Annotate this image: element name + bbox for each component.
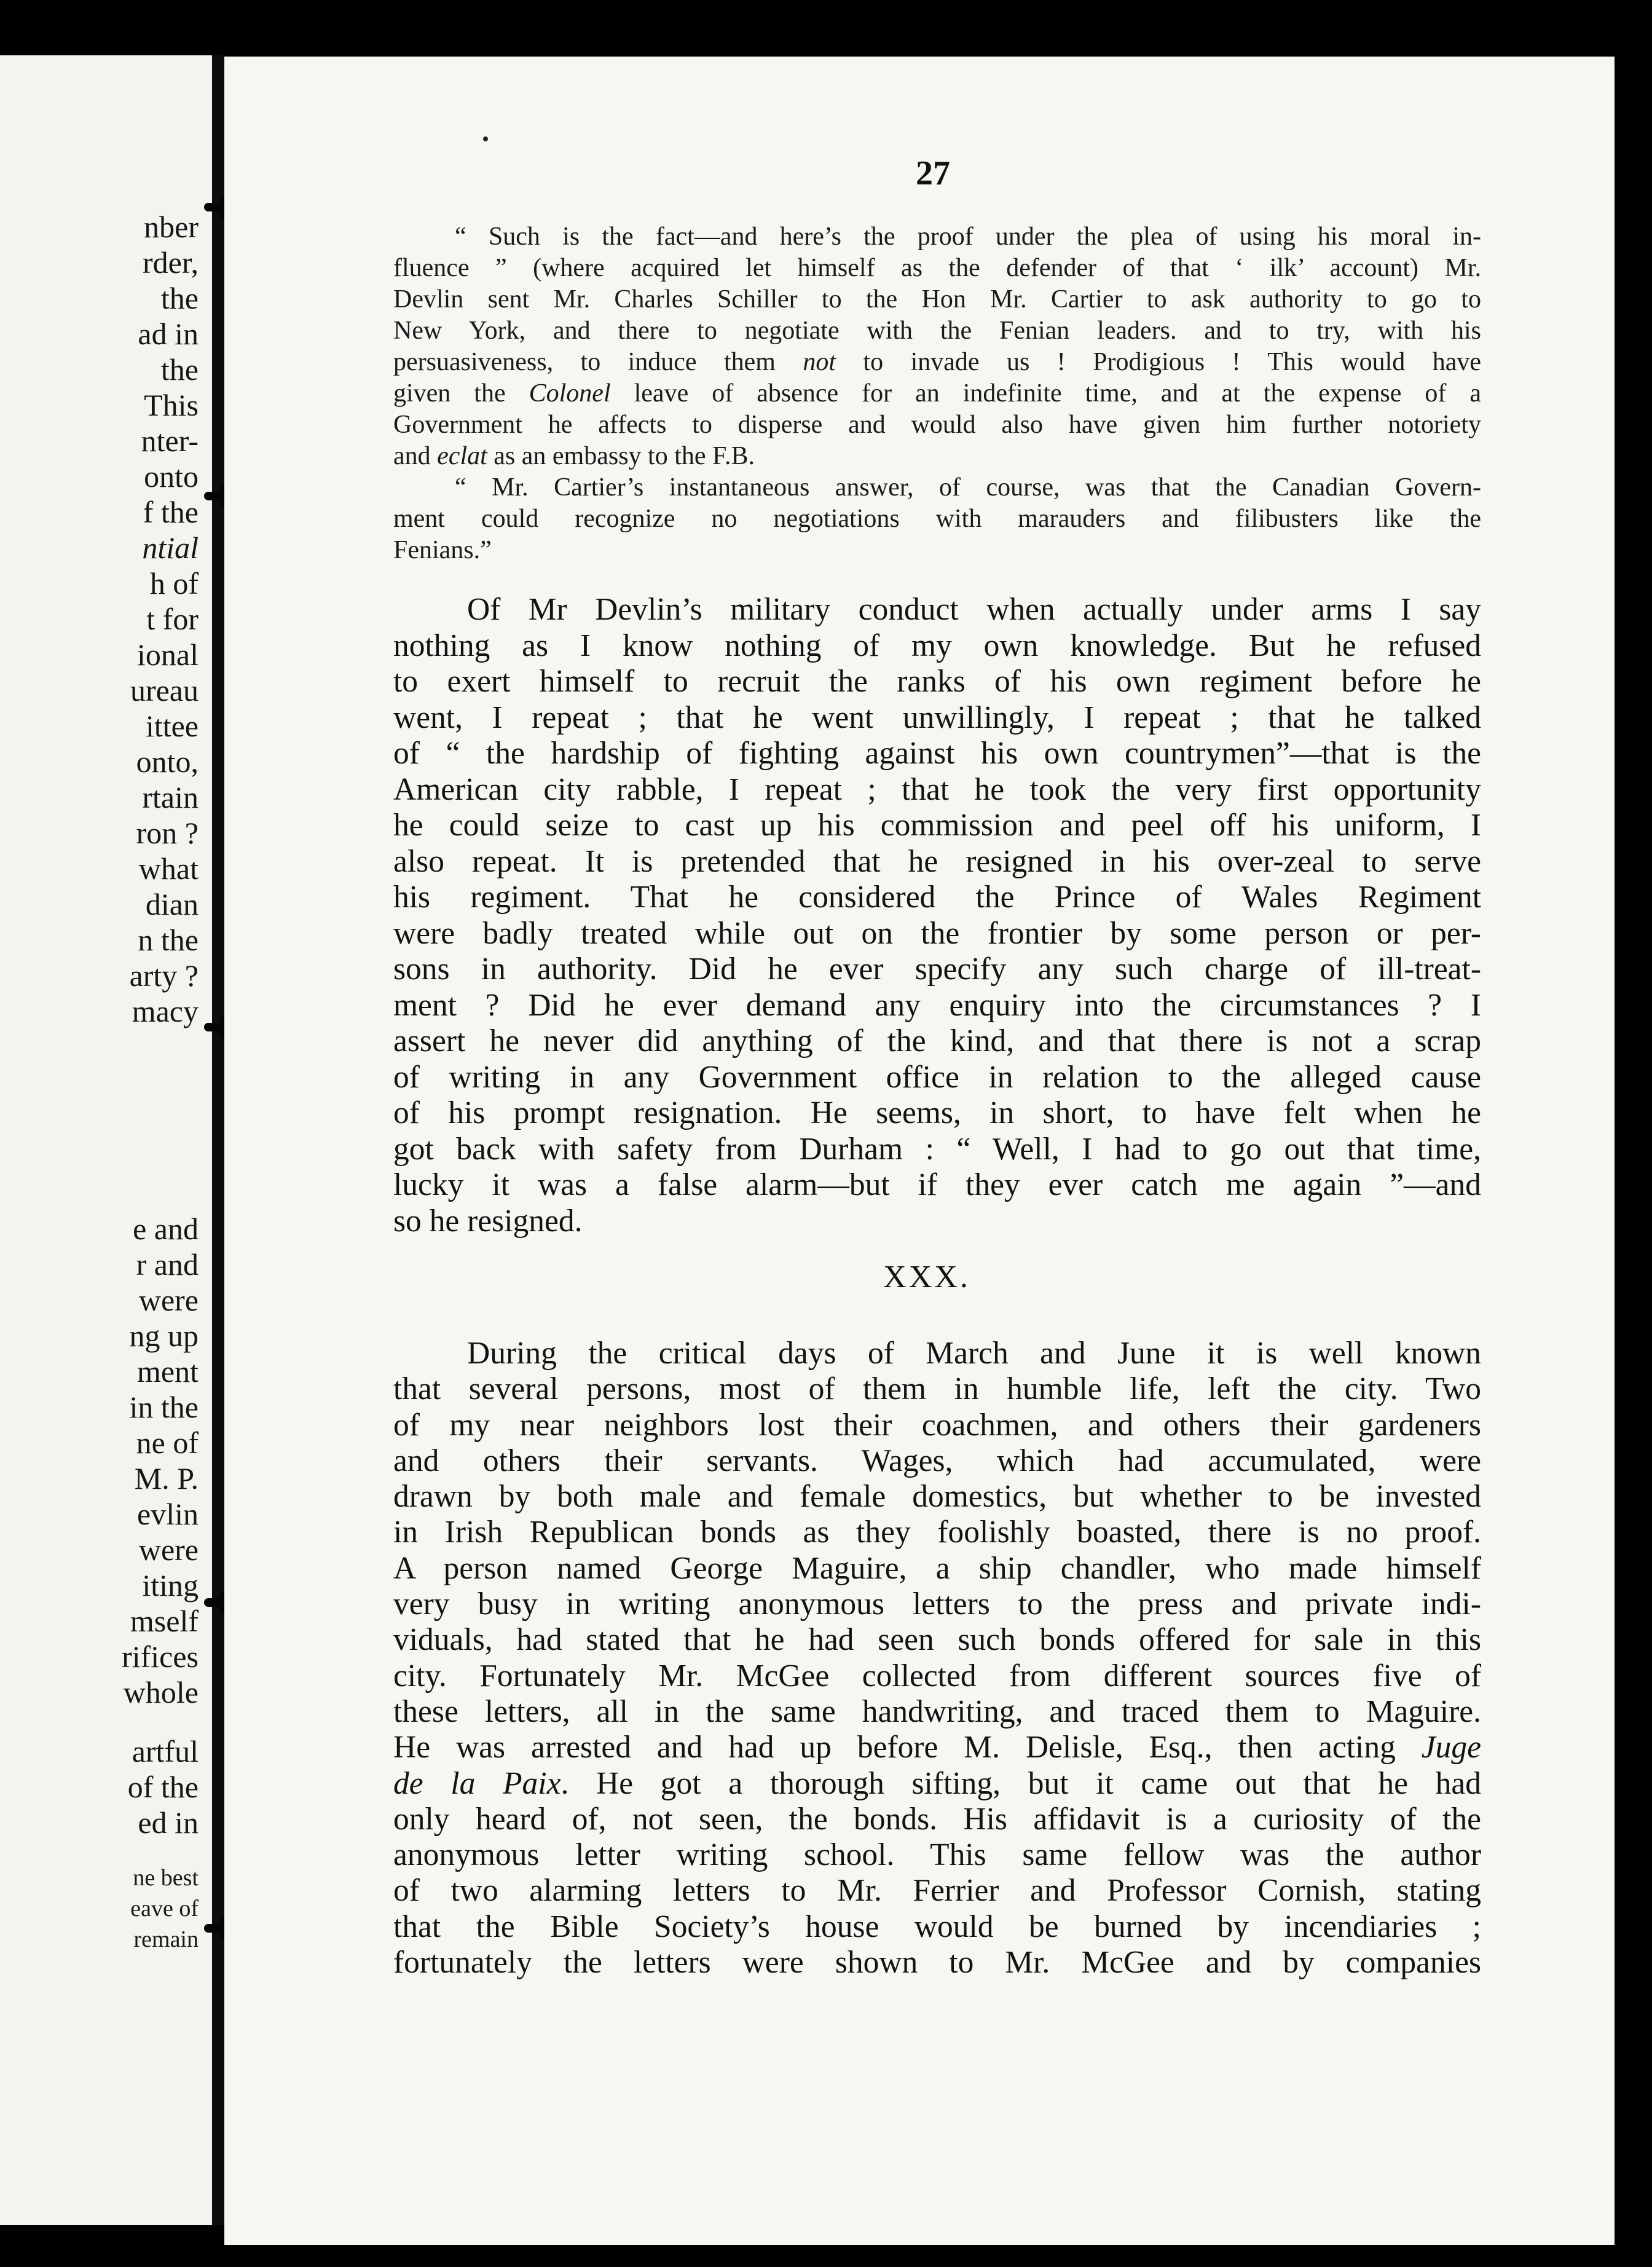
quote-line: “ Such is the fact—and here’s the proof under the plea of using his moral in- [455,223,1481,251]
previous-page-line: whole [123,1675,199,1709]
page-edge-shadow [1615,57,1652,2267]
text-line: drawn by both male and female domestics, but whether to be invested [393,1479,1481,1515]
text-line: de la Paix. He got a thorough sifting, but it came out that he had [393,1765,1481,1801]
text-line: fortunately the letters were shown to Mr. McGee and by companies [393,1945,1481,1981]
text-line: so he resigned. [393,1203,583,1239]
previous-page-line: ureau [130,673,199,708]
previous-page-line: e and [133,1212,199,1246]
quote-line: persuasiveness, to induce them not to invade us ! Prodigious ! This would have [393,348,1481,376]
quote-line: fluence ” (where acquired let himself as the defender of that ‘ ilk’ account) Mr. [393,254,1481,282]
previous-page-line: ne of [136,1425,199,1460]
text-line: ment ? Did he ever demand any enquiry into the circumstances ? I [393,987,1481,1023]
previous-page-line: dian [145,887,199,921]
previous-page-line: n the [138,923,199,957]
previous-page-line: rtain [142,780,199,814]
previous-page-line: ment [137,1354,199,1389]
previous-page-line: M. P. [134,1461,199,1496]
quoted-passage [393,221,1481,566]
quote-line: given the Colonel leave of absence for an indefinite time, and at the expense of a [393,379,1481,408]
previous-page-line: ional [137,637,199,672]
previous-page-line: were [138,1532,199,1567]
quote-line: Fenians.” [393,536,492,564]
previous-page-line: ntial [142,530,199,565]
previous-page-line: in the [129,1390,199,1424]
text-line: only heard of, not seen, the bonds. His affidavit is a curiosity of the [393,1801,1481,1837]
previous-page-line: ng up [129,1319,199,1353]
text-line: A person named George Maguire, a ship chandler, who made himself [393,1550,1481,1586]
previous-page-line: ittee [145,709,199,743]
text-line: to exert himself to recruit the ranks of his own regiment before he [393,664,1481,699]
text-line: anonymous letter writing school. This same fellow was the author [393,1837,1481,1873]
text-line: these letters, all in the same handwriting, and traced them to Maguire. [393,1693,1481,1729]
text-line: that the Bible Society’s house would be burned by incendiaries ; [393,1909,1481,1944]
previous-page-line: what [138,851,199,886]
text-line: American city rabble, I repeat ; that he took the very first opportunity [393,771,1481,807]
quote-line: Devlin sent Mr. Charles Schiller to the Hon Mr. Cartier to ask authority to go to [393,285,1481,313]
text-line: of my near neighbors lost their coachmen, and others their gardeners [393,1407,1481,1443]
section-heading: XXX. [883,1260,970,1295]
text-line: nothing as I know nothing of my own knowledge. But he refused [393,628,1481,663]
text-line: got back with safety from Durham : “ Well, I had to go out that time, [393,1131,1481,1167]
previous-page-line: onto, [136,744,199,779]
previous-page-line: nter- [141,424,199,458]
text-line: viduals, had stated that he had seen such bonds offered for sale in this [393,1622,1481,1658]
previous-page-line: nber [144,210,199,244]
previous-page-line: ne best [133,1865,199,1891]
paragraph-critical-days [393,1336,1481,1981]
text-line: of two alarming letters to Mr. Ferrier and Professor Cornish, stating [393,1873,1481,1909]
text-line: he could seize to cast up his commission and peel off his uniform, I [393,808,1481,843]
text-line: of his prompt resignation. He seems, in short, to have felt when he [393,1095,1481,1130]
text-line: very busy in writing anonymous letters to the press and private indi- [393,1587,1481,1622]
previous-page-line: h of [149,566,199,601]
text-line: also repeat. It is pretended that he resigned in his over-zeal to serve [393,843,1481,879]
text-line: went, I repeat ; that he went unwillingly, I repeat ; that he talked [393,700,1481,735]
text-line: were badly treated while out on the frontier by some person or per- [393,915,1481,951]
previous-page-line: f the [143,495,199,529]
text-line: Of Mr Devlin’s military conduct when actually under arms I say [467,592,1481,627]
previous-page-line: artful [132,1734,199,1768]
text-line: city. Fortunately Mr. McGee collected from different sources five of [393,1658,1481,1693]
previous-page-line: of the [127,1770,199,1804]
previous-page-line: evlin [137,1497,199,1531]
previous-page-line: rder, [143,245,199,280]
text-line: During the critical days of March and June it is well known [467,1336,1481,1371]
paragraph-devlin-military-conduct [393,592,1481,1239]
previous-page-line: macy [132,994,199,1028]
text-line: assert he never did anything of the kind, and that there is not a scrap [393,1023,1481,1059]
text-line: of writing in any Government office in relation to the alleged cause [393,1059,1481,1095]
quote-line: “ Mr. Cartier’s instantaneous answer, of course, was that the Canadian Govern- [455,473,1481,502]
previous-page-line: r and [136,1247,199,1282]
text-line: He was arrested and had up before M. Delisle, Esq., then acting Juge [393,1730,1481,1765]
previous-page-fragment [0,55,212,2225]
text-line: and others their servants. Wages, which had accumulated, were [393,1443,1481,1478]
previous-page-line: onto [144,459,199,494]
quote-line: New York, and there to negotiate with the Fenian leaders. and to try, with his [393,317,1481,345]
page-number: 27 [916,154,950,192]
previous-page-line: ron ? [136,816,199,850]
previous-page-line: arty ? [129,958,199,993]
text-line: that several persons, most of them in humble life, left the city. Two [393,1371,1481,1407]
text-line: of “ the hardship of fighting against his own countrymen”—that is the [393,736,1481,771]
previous-page-line: t for [146,602,199,636]
previous-page-line: eave of [130,1896,199,1922]
text-line: sons in authority. Did he ever specify any such charge of ill-treat- [393,952,1481,987]
previous-page-line: remain [133,1926,199,1952]
previous-page-line: the [160,352,199,387]
book-spine [212,55,226,2225]
quote-line: ment could recognize no negotiations with marauders and filibusters like the [393,505,1481,533]
previous-page-line: ad in [138,317,199,351]
previous-page-line: the [160,281,199,315]
previous-page-line: were [138,1283,199,1317]
previous-page-line: rifices [122,1639,199,1674]
quote-line: and eclat as an embassy to the F.B. [393,442,755,470]
text-line: lucky it was a false alarm—but if they ever catch me again ”—and [393,1167,1481,1202]
text-line: his regiment. That he considered the Prince of Wales Regiment [393,880,1481,915]
previous-page-line: ed in [138,1805,199,1840]
quote-line: Government he affects to disperse and would also have given him further notoriety [393,411,1481,439]
text-line: in Irish Republican bonds as they foolishly boasted, there is no proof. [393,1515,1481,1550]
previous-page-line: This [144,388,199,422]
previous-page-line: mself [130,1604,199,1638]
paper-speck [483,136,488,141]
previous-page-line: iting [142,1568,199,1603]
